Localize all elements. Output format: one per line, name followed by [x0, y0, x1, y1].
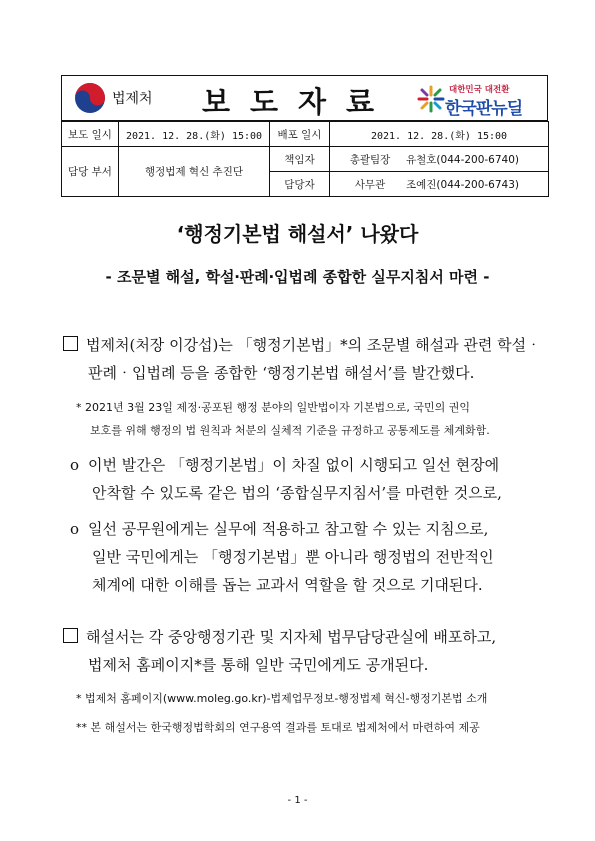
staff-title: 사무관	[354, 178, 386, 191]
department-label: 담당 부서	[62, 147, 119, 197]
department-value: 행정법제 혁신 추진단	[119, 147, 270, 197]
agency-logo	[74, 82, 153, 114]
staff-person	[330, 172, 549, 197]
page-number: - 1 -	[287, 795, 308, 806]
paragraph-2-line-2: 법제처 홈페이지*를 통해 일반 국민에게도 공개된다.	[88, 656, 429, 674]
footnote-3: ** 본 해설서는 한국행정법학회의 연구용역 결과를 토대로 법제처에서 마련하여 제공	[76, 721, 480, 734]
footnote-2: * 법제처 홈페이지(www.moleg.go.kr)-법제업무정보-행정법제 혁신-행정기본법 소개	[76, 692, 488, 705]
bullet-marker: o	[70, 520, 80, 538]
headline: ‘행정기본법 해설서’ 나왔다	[176, 222, 419, 246]
agency-name: 법제처	[112, 91, 153, 107]
checkbox-square-icon	[63, 336, 78, 351]
table-row	[62, 147, 549, 172]
new-deal-name: 한국판뉴딜	[445, 99, 523, 119]
release-time-label: 보도 일시	[62, 122, 119, 147]
new-deal-tagline: 대한민국 대전환	[449, 85, 510, 95]
bullet-2-line-1: o 일선 공무원에게는 실무에 적용하고 참고할 수 있는 지침으로,	[70, 520, 489, 538]
release-time-value: 2021. 12. 28.(화) 15:00	[119, 122, 270, 147]
footnote-1-line-2: 보호를 위해 행정의 법 원칙과 처분의 실체적 기준을 규정하고 공통제도를 체계화함.	[90, 424, 490, 437]
table-row	[62, 122, 549, 147]
press-release-title: 보도자료	[202, 85, 395, 119]
responsible-person	[330, 147, 549, 172]
bullet-1-line-2: 안착할 수 있도록 같은 법의 ‘종합실무지침서’를 마련한 것으로,	[92, 484, 502, 502]
checkbox-square-icon	[63, 628, 78, 643]
paragraph-1-line-1: 법제처(처장 이강섭)는 「행정기본법」*의 조문별 해설과 관련 학설‧	[63, 334, 541, 355]
responsible-label: 책임자	[270, 147, 330, 172]
paragraph-1-line-2: 판례‧입법례 등을 종합한 ‘행정기본법 해설서’를 발간했다.	[88, 364, 475, 382]
paragraph-2-line-1: 해설서는 각 중앙행정기관 및 지자체 법무담당관실에 배포하고,	[63, 626, 496, 647]
press-header	[61, 75, 548, 121]
footnote-1-line-1: * 2021년 3월 23일 제정‧공포된 행정 분야의 일반법이자 기본법으로, 국민의 권익	[76, 401, 470, 414]
responsible-name: 유철호(044-200-6740)	[406, 153, 520, 166]
distribution-time-value: 2021. 12. 28.(화) 15:00	[330, 122, 549, 147]
new-deal-logo	[415, 81, 537, 117]
staff-name: 조예진(044-200-6743)	[406, 178, 520, 191]
taegeuk-icon	[74, 82, 106, 114]
new-deal-star-icon	[417, 85, 445, 113]
bullet-marker: o	[70, 456, 80, 474]
bullet-2-line-2: 일반 국민에게는 「행정기본법」뿐 아니라 행정법의 전반적인	[92, 548, 494, 566]
contact-info-table	[61, 121, 549, 197]
subheadline: - 조문별 해설, 학설‧판례‧입법례 종합한 실무지침서 마련 -	[105, 268, 490, 286]
staff-label: 담당자	[270, 172, 330, 197]
distribution-time-label: 배포 일시	[270, 122, 330, 147]
responsible-title: 총괄팀장	[349, 153, 391, 166]
bullet-1-line-1: o 이번 발간은 「행정기본법」이 차질 없이 시행되고 일선 현장에	[70, 456, 500, 474]
bullet-2-line-3: 체계에 대한 이해를 돕는 교과서 역할을 할 것으로 기대된다.	[92, 576, 483, 594]
